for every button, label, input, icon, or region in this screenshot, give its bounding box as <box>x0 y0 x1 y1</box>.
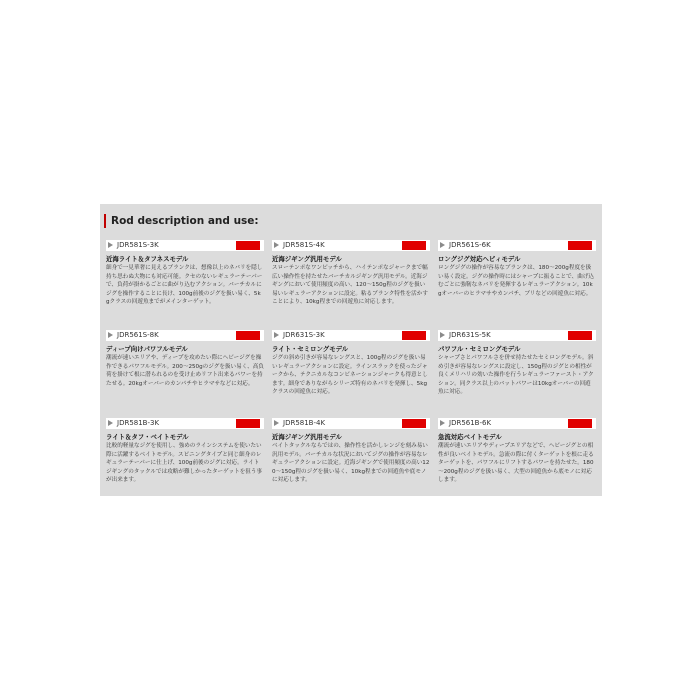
product-card <box>106 418 264 498</box>
arrow-right-icon <box>440 420 445 426</box>
red-tag <box>236 419 260 428</box>
product-card <box>106 330 264 410</box>
red-tag <box>568 331 592 340</box>
product-description: ベイトタックルならではの、操作性を活かしレンジを刻み易い汎用モデル。バーチカルな状況においてジグの操作が容易なレギュラーアクションに設定。近海ジギングで使用頻度の高い120～150g程のジグを扱い易く、10kg程までの回遊魚や底モノに対応します。 <box>272 443 430 484</box>
product-heading: ライト＆タフ・ベイトモデル <box>106 433 189 441</box>
arrow-right-icon <box>108 332 113 338</box>
product-heading: 近海ライト＆タフネスモデル <box>106 255 189 263</box>
product-heading: ライト・セミロングモデル <box>272 345 349 353</box>
product-description: シャープさとパワフルさを併せ持たせたセミロングモデル。斜め引きが容易なレングスに設定し、150g程のジグとの相性が良くメリハリの効いた操作を行うレギュラーファースト・アクション。同クラス以上のバットパワーは10kgオーバーの回遊魚に対応。 <box>438 355 594 396</box>
red-tag <box>402 419 426 428</box>
product-heading: 急流対応ベイトモデル <box>438 433 502 441</box>
product-description: ジグの斜め引きが容易なレングスと、100g程のジグを扱い易いレギュラーアクションに設定。ラインスラックを使ったジャークから、テクニカルなコンビネーションジャークも得意とします。細身でありながらシリーズ特有のネバリを発揮し、5kgクラスの回遊魚に対応。 <box>272 355 428 396</box>
model-name: JDR561B-6K <box>449 419 492 427</box>
model-name: JDR631S-3K <box>283 331 325 339</box>
model-name: JDR581B-3K <box>117 419 160 427</box>
rod-description-panel <box>100 204 602 496</box>
red-tag <box>568 241 592 250</box>
arrow-right-icon <box>274 332 279 338</box>
product-card <box>272 240 430 320</box>
product-description: 比較的軽量なジグを使用し、強めのラインシステムを使いたい際に活躍するベイトモデル。スピニングタイプと同じ細身のレギュラーテーパーに仕上げ、100g前後のジグに対応。ライトジギングのタックルでは攻略が難しかったターゲットを狙う事が出来ます。 <box>106 443 263 484</box>
model-header <box>106 418 264 429</box>
arrow-right-icon <box>108 242 113 248</box>
product-card <box>106 240 264 320</box>
model-name: JDR561S-6K <box>449 241 491 249</box>
arrow-right-icon <box>274 242 279 248</box>
model-name: JDR581B-4K <box>283 419 326 427</box>
model-header <box>438 330 596 341</box>
product-card <box>438 330 596 410</box>
product-heading: パワフル・セミロングモデル <box>438 345 521 353</box>
arrow-right-icon <box>440 242 445 248</box>
product-description: ロングジグの操作が容易なブランクは、180～200g程度を扱い易く設定。ジグの操作時にはシャープに振ることで、曲げ込むごとに強靭なネバリを発揮するレギュラーアクション。10kgオーバーのヒラマサやカンパチ、ブリなどの回遊魚に対応。 <box>438 265 595 297</box>
model-header <box>272 330 430 341</box>
model-name: JDR631S-5K <box>449 331 491 339</box>
model-name: JDR581S-3K <box>117 241 159 249</box>
product-card <box>272 418 430 498</box>
model-header <box>106 330 264 341</box>
arrow-right-icon <box>274 420 279 426</box>
model-header <box>438 240 596 251</box>
section-title: Rod description and use: <box>104 214 259 228</box>
model-header <box>438 418 596 429</box>
model-header <box>106 240 264 251</box>
product-heading: 近海ジギング汎用モデル <box>272 433 342 441</box>
red-tag <box>568 419 592 428</box>
product-heading: ディープ向けパワフルモデル <box>106 345 188 353</box>
product-heading: ロングジグ対応ヘビィモデル <box>438 255 521 263</box>
red-tag <box>236 241 260 250</box>
product-description: 潮流が速いエリアや、ディープを攻めたい際にヘビージグを操作できるパワフルモデル。200～250gのジグを扱い易く、高負荷を掛けて根に潜られるのを受け止めリフト出来るパワーを持たせる。20kgオーバーのカンパチやヒラマサなどに対応。 <box>106 355 264 387</box>
model-name: JDR561S-8K <box>117 331 159 339</box>
product-card <box>272 330 430 410</box>
product-card <box>438 240 596 320</box>
product-heading: 近海ジギング汎用モデル <box>272 255 342 263</box>
product-description: 潮流が速いエリアやディープエリアなどで、ヘビージグとの相性が良いベイトモデル。急流の際に付くターゲットを根に走るターゲットを、パワフルにリフトするパワーを持たせた。180～200g程のジグを扱い易く、大型の回遊魚から底モノに対応します。 <box>438 443 594 484</box>
red-tag <box>402 241 426 250</box>
model-header <box>272 418 430 429</box>
red-tag <box>402 331 426 340</box>
arrow-right-icon <box>108 420 113 426</box>
model-header <box>272 240 430 251</box>
red-tag <box>236 331 260 340</box>
product-card <box>438 418 596 498</box>
product-description: スローテンポなワンピッチから、ハイテンポなジャークまで幅広い操作性を持たせたバーチカルジギング汎用モデル。近海ジギングにおいて使用頻度の高い、120～150g程のジグを扱い易いレギュラーアクションに設定。粘るブランク特性を活かすことにより、10kg程までの回遊魚に対応します。 <box>272 265 428 306</box>
arrow-right-icon <box>440 332 445 338</box>
product-description: 細身で一見華奢に見えるブランクは、想像以上のネバリを隠し持ち思わぬ大物にも対応可能。クセのないレギュラーテーパーで、負荷が掛かるごとに曲がり込むアクション。バーチカルにジグを操作することに長け、100g前後のジグを扱い易く、5kgクラスの回遊魚までがメインターゲット。 <box>106 265 263 306</box>
model-name: JDR581S-4K <box>283 241 325 249</box>
